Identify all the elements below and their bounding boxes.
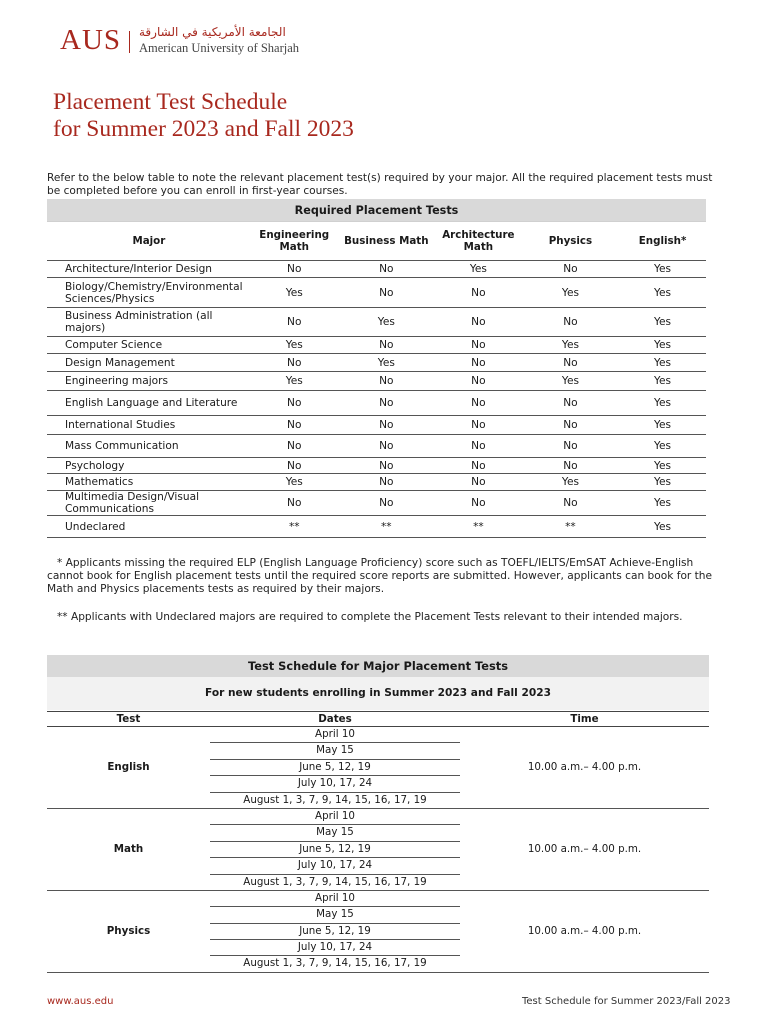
- required-tests-caption: Required Placement Tests: [47, 199, 706, 222]
- requirement-cell: No: [435, 372, 522, 391]
- aus-logo-abbr: AUS: [60, 24, 122, 56]
- table-row: [47, 261, 706, 278]
- requirement-cell: Yes: [619, 458, 706, 474]
- schedule-row: [47, 890, 709, 972]
- schedule-test-name: Math: [47, 808, 210, 890]
- schedule-date: June 5, 12, 19: [210, 842, 460, 858]
- schedule-test-name: Physics: [47, 890, 210, 972]
- table-row: [47, 391, 706, 416]
- requirement-cell: Yes: [338, 308, 435, 337]
- note-undeclared: ** Applicants with Undeclared majors are required to complete the Placement Tests relevant to their intended majors.: [57, 611, 683, 623]
- intro-paragraph: Refer to the below table to note the relevant placement test(s) required by your major. All the required placement tests must be completed before you can enroll in first-year courses.: [47, 172, 713, 197]
- requirement-cell: No: [522, 491, 619, 516]
- schedule-date: August 1, 3, 7, 9, 14, 15, 16, 17, 19: [243, 875, 427, 888]
- requirement-cell: No: [435, 474, 522, 491]
- requirement-cell: Yes: [619, 372, 706, 391]
- requirement-cell: No: [435, 278, 522, 308]
- column-header-business-math: Business Math: [338, 222, 435, 261]
- schedule-time: 10.00 a.m.– 4.00 p.m.: [460, 727, 709, 809]
- footer-website-link[interactable]: www.aus.edu: [47, 996, 114, 1007]
- requirement-cell: No: [251, 491, 338, 516]
- page-title-line2: for Summer 2023 and Fall 2023: [53, 116, 354, 142]
- aus-logo-english: American University of Sharjah: [139, 41, 300, 55]
- schedule-header-test: Test: [47, 712, 210, 727]
- schedule-date: June 5, 12, 19: [210, 924, 460, 940]
- schedule-title: Test Schedule for Major Placement Tests: [47, 655, 709, 677]
- table-row: [47, 458, 706, 474]
- schedule-body: [47, 727, 709, 973]
- note-english-proficiency: * Applicants missing the required ELP (English Language Proficiency) score such as TOEFL/IELTS/EmSAT Achieve-English cannot book for English placement tests until the required score reports are submitted. However, applicants can book for the Math and Physics placements tests as required by their majors.: [47, 557, 713, 595]
- schedule-date: May 15: [210, 907, 460, 923]
- schedule-date: July 10, 17, 24: [210, 940, 460, 956]
- requirement-cell: Yes: [251, 337, 338, 354]
- requirement-cell: No: [435, 435, 522, 458]
- requirement-cell: Yes: [251, 474, 338, 491]
- requirement-cell: Yes: [619, 516, 706, 538]
- schedule-row: [47, 727, 709, 809]
- requirement-cell: No: [338, 391, 435, 416]
- requirement-cell: Yes: [522, 372, 619, 391]
- table-row: [47, 474, 706, 491]
- requirement-cell: Yes: [619, 416, 706, 435]
- schedule-row: [47, 808, 709, 890]
- requirement-cell: No: [522, 261, 619, 278]
- schedule-header-time: Time: [460, 712, 709, 727]
- schedule-time: 10.00 a.m.– 4.00 p.m.: [460, 890, 709, 972]
- major-name: Biology/Chemistry/Environmental Sciences/Physics: [47, 278, 251, 308]
- requirement-cell: **: [522, 516, 619, 538]
- major-name: English Language and Literature: [47, 391, 251, 416]
- schedule-date: July 10, 17, 24: [210, 858, 460, 874]
- requirement-cell: No: [251, 435, 338, 458]
- major-name: Mathematics: [47, 474, 251, 491]
- schedule-date: August 1, 3, 7, 9, 14, 15, 16, 17, 19: [243, 793, 427, 806]
- requirement-cell: Yes: [619, 354, 706, 372]
- schedule-date: August 1, 3, 7, 9, 14, 15, 16, 17, 19: [243, 957, 427, 970]
- requirement-cell: No: [435, 491, 522, 516]
- table-row: [47, 337, 706, 354]
- requirement-cell: Yes: [251, 372, 338, 391]
- required-tests-body: [47, 261, 706, 538]
- requirement-cell: No: [338, 458, 435, 474]
- requirement-cell: No: [522, 308, 619, 337]
- schedule-dates-cell: [210, 727, 460, 809]
- requirement-cell: No: [522, 435, 619, 458]
- schedule-table: [47, 711, 709, 973]
- major-name: Business Administration (all majors): [47, 308, 251, 337]
- table-row: [47, 308, 706, 337]
- table-row: [47, 278, 706, 308]
- requirement-cell: No: [435, 416, 522, 435]
- schedule-time: 10.00 a.m.– 4.00 p.m.: [460, 808, 709, 890]
- table-row: [47, 491, 706, 516]
- table-row: [47, 372, 706, 391]
- requirement-cell: **: [338, 516, 435, 538]
- requirement-cell: Yes: [619, 474, 706, 491]
- required-tests-table: [47, 199, 706, 538]
- requirement-cell: Yes: [522, 337, 619, 354]
- requirement-cell: No: [522, 416, 619, 435]
- requirement-cell: No: [251, 416, 338, 435]
- schedule-dates-cell: [210, 890, 460, 972]
- schedule-date-list: [210, 891, 460, 972]
- requirement-cell: Yes: [619, 337, 706, 354]
- major-name: Computer Science: [47, 337, 251, 354]
- table-row: [47, 354, 706, 372]
- table-row: [47, 516, 706, 538]
- requirement-cell: No: [338, 416, 435, 435]
- requirement-cell: No: [251, 261, 338, 278]
- requirement-cell: Yes: [251, 278, 338, 308]
- schedule-date: April 10: [210, 891, 460, 907]
- schedule-date: April 10: [210, 809, 460, 825]
- schedule-dates-cell: [210, 808, 460, 890]
- schedule-test-name: English: [47, 727, 210, 809]
- column-header-major: Major: [47, 222, 251, 261]
- requirement-cell: No: [251, 354, 338, 372]
- aus-logo-arabic: الجامعة الأمريكية في الشارقة: [139, 25, 286, 39]
- requirement-cell: Yes: [619, 391, 706, 416]
- requirement-cell: No: [435, 354, 522, 372]
- requirement-cell: Yes: [619, 491, 706, 516]
- schedule-date-list: [210, 809, 460, 890]
- requirement-cell: Yes: [619, 278, 706, 308]
- column-header-physics: Physics: [522, 222, 619, 261]
- footer-document-label: Test Schedule for Summer 2023/Fall 2023: [522, 996, 731, 1007]
- requirement-cell: No: [522, 458, 619, 474]
- requirement-cell: **: [251, 516, 338, 538]
- schedule-date: April 10: [210, 727, 460, 743]
- schedule-header-dates: Dates: [210, 712, 460, 727]
- major-name: Design Management: [47, 354, 251, 372]
- requirement-cell: No: [435, 458, 522, 474]
- requirement-cell: No: [435, 337, 522, 354]
- requirement-cell: No: [251, 308, 338, 337]
- schedule-date: June 5, 12, 19: [210, 760, 460, 776]
- schedule-date: July 10, 17, 24: [210, 776, 460, 792]
- requirement-cell: No: [338, 491, 435, 516]
- requirement-cell: No: [338, 474, 435, 491]
- requirement-cell: No: [522, 391, 619, 416]
- schedule-subtitle: For new students enrolling in Summer 2023 and Fall 2023: [47, 677, 709, 710]
- schedule-date: May 15: [210, 743, 460, 759]
- column-header-english: English*: [619, 222, 706, 261]
- page-title-line1: Placement Test Schedule: [53, 89, 288, 115]
- requirement-cell: Yes: [338, 354, 435, 372]
- requirement-cell: No: [435, 308, 522, 337]
- requirement-cell: Yes: [522, 474, 619, 491]
- schedule-date-list: [210, 727, 460, 808]
- requirement-cell: No: [338, 435, 435, 458]
- table-row: [47, 435, 706, 458]
- table-row: [47, 416, 706, 435]
- schedule-date: May 15: [210, 825, 460, 841]
- major-name: Multimedia Design/Visual Communications: [47, 491, 251, 516]
- requirement-cell: No: [338, 261, 435, 278]
- page-title: [53, 89, 354, 143]
- major-name: Psychology: [47, 458, 251, 474]
- requirement-cell: No: [251, 391, 338, 416]
- major-name: Undeclared: [47, 516, 251, 538]
- requirement-cell: No: [338, 372, 435, 391]
- requirement-cell: No: [338, 278, 435, 308]
- requirement-cell: No: [338, 337, 435, 354]
- major-name: Architecture/Interior Design: [47, 261, 251, 278]
- requirement-cell: Yes: [619, 435, 706, 458]
- requirement-cell: No: [251, 458, 338, 474]
- logo-divider: [129, 31, 130, 53]
- column-header-engineering-math: Engineering Math: [251, 222, 338, 261]
- requirement-cell: Yes: [522, 278, 619, 308]
- column-header-architecture-math: Architecture Math: [435, 222, 522, 261]
- requirement-cell: Yes: [619, 308, 706, 337]
- major-name: Engineering majors: [47, 372, 251, 391]
- requirement-cell: Yes: [435, 261, 522, 278]
- major-name: International Studies: [47, 416, 251, 435]
- requirement-cell: Yes: [619, 261, 706, 278]
- major-name: Mass Communication: [47, 435, 251, 458]
- requirement-cell: No: [435, 391, 522, 416]
- requirement-cell: **: [435, 516, 522, 538]
- requirement-cell: No: [522, 354, 619, 372]
